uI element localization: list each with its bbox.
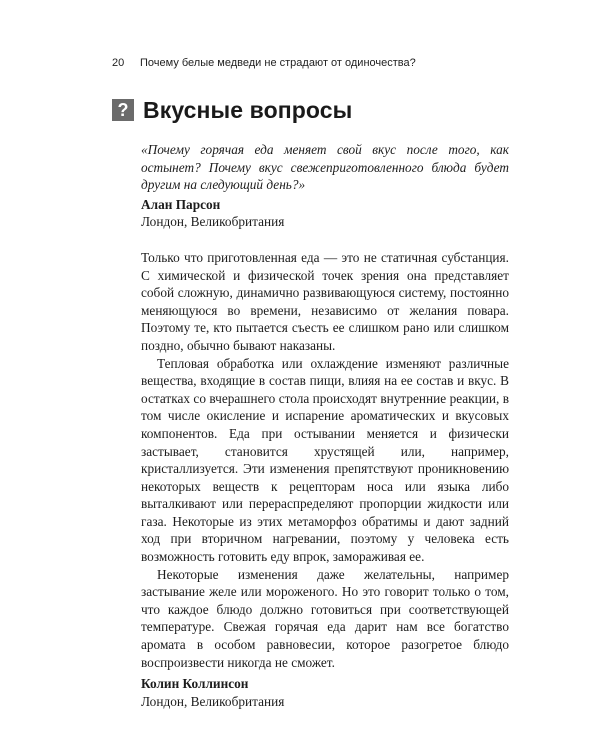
answer-paragraph: Только что приготовленная еда — это не статичная субстанция. С химической и физической точек зрения она представляет собой сложную, динамично развивающуюся систему, постоянно меняющуюся во времени, независимо от желания повара. Поэтому те, кто пытается съесть ее слишком рано или слишком поздно, обычно бывают наказаны. (141, 249, 509, 353)
reader-question: «Почему горячая еда меняет свой вкус после того, как остынет? Почему вкус свежеприготовленного блюда будет другим на следующий день?» (141, 142, 509, 193)
spacer (141, 671, 509, 673)
answer-paragraph: Некоторые изменения даже желательны, например застывание желе или мороженого. Но это говорит только о том, что каждое блюдо должно готовиться при соответствующей температуре. Свежая горячая еда дарит нам все богатство аромата в особом равновесии, которое разогретое блюдо воспроизвести никогда не сможет. (141, 566, 509, 670)
answer-author: Колин Коллинсон (141, 676, 249, 692)
section-title: Вкусные вопросы (143, 96, 353, 123)
question-author-location: Лондон, Великобритания (141, 214, 285, 230)
page-number: 20 (112, 57, 125, 69)
question-box-icon: ? (112, 99, 134, 121)
answer-author-location: Лондон, Великобритания (141, 693, 285, 709)
running-header (112, 57, 416, 69)
question-author: Алан Парсон (141, 196, 221, 212)
running-title: Почему белые медведи не страдают от одиночества? (140, 57, 416, 69)
section-heading (112, 95, 352, 125)
answer-paragraph: Тепловая обработка или охлаждение изменяют различные вещества, входящие в состав пищи, влияя на ее состав и вкус. В остатках со вчерашнего стола происходят внутренние реакции, в том числе окисление и испарение ароматических и вкусовых компонентов. Еда при остывании меняется и физически застывает, становится хрустящей или, например, кристаллизуется. Эти изменения препятствуют проникновению некоторых веществ к рецепторам носа или языка либо выталкивают или перераспределяют пропорции жидкости или газа. Некоторые из этих метаморфоз обратимы и дают задний ход при вторичном нагревании, поэтому у человека есть возможность готовить еду впрок, замораживая ее. (141, 355, 509, 565)
article-body (141, 141, 509, 710)
spacer (141, 231, 509, 249)
